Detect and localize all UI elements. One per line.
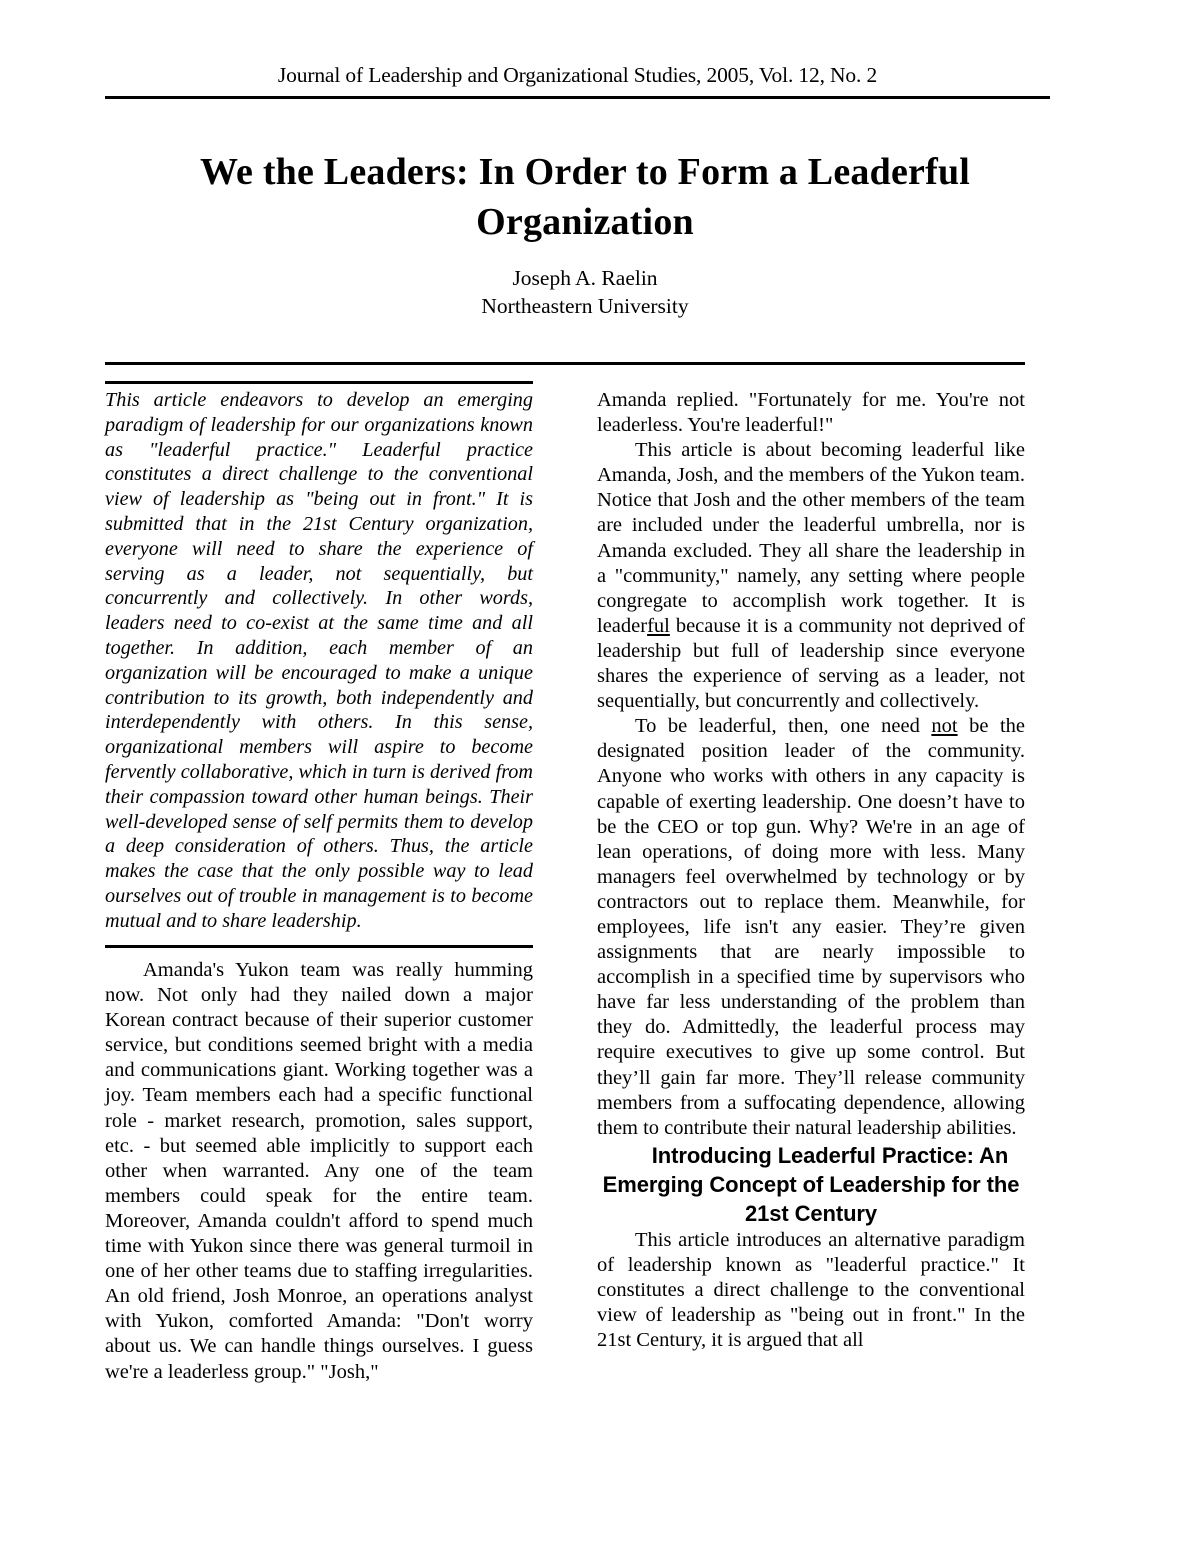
author-affiliation: Northeastern University xyxy=(481,294,689,318)
full-width-rule xyxy=(105,362,1025,365)
abstract-bottom-rule xyxy=(105,945,533,948)
paragraph-text-post: because it is a community not deprived of leadership but full of leadership since everyone shares the experience of serving as a leader, not sequentially, but concurrently and collectively. xyxy=(597,614,1025,713)
paragraph-text-pre: This article is about becoming leaderful like Amanda, Josh, and the members of the Yukon team. Notice that Josh and the other members of the team are included under the leaderful umbrella, nor is Amanda excluded. They all share the leadership in a "community," namely, any setting where people congregate to accomplish work together. It is leader xyxy=(597,439,1025,637)
right-column-body xyxy=(597,388,1025,1353)
byline xyxy=(120,264,1050,320)
running-head: Journal of Leadership and Organizational Studies, 2005, Vol. 12, No. 2 xyxy=(277,63,878,87)
emphasis-underline: ful xyxy=(647,614,670,637)
paragraph xyxy=(597,714,1025,1141)
paragraph-continuation: Amanda replied. "Fortunately for me. You're not leaderless. You're leaderful!" xyxy=(597,389,1025,437)
paragraph xyxy=(597,438,1025,714)
emphasis-underline: not xyxy=(931,715,958,738)
paragraph-text-post: be the designated position leader of the community. Anyone who works with others in any capacity is capable of exerting leadership. One doesn’t have to be the CEO or top gun. Why? We're in an age of lean operations, of doing more with less. Many managers feel overwhelmed by technology or by contractors out to replace them. Meanwhile, for employees, life isn't any easier. They’re given assignments that are nearly impossible to accomplish in a specified time by supervisors who have far less understanding of the problem than they do. Admittedly, the leaderful process may require executives to give up some control. But they’ll gain far more. They’ll release community members from a suffocating dependence, allowing them to contribute their natural leadership abilities. xyxy=(597,715,1025,1139)
header-rule xyxy=(105,96,1050,99)
paragraph: This article introduces an alternative paradigm of leadership known as "leaderful practice." It constitutes a direct challenge to the conventional view of leadership as "being out in front." In the 21st Century, it is argued that all xyxy=(597,1228,1025,1352)
abstract-text: This article endeavors to develop an emerging paradigm of leadership for our organizations known as "leaderful practice." Leaderful practice constitutes a direct challenge to the conventional view of leadership as "being out in front." It is submitted that in the 21st Century organization, everyone will need to share the experience of serving as a leader, not sequentially, but concurrently and collectively. In other words, leaders need to co-exist at the same time and all together. In addition, each member of an organization will be encouraged to make a unique contribution to its growth, both independently and interdependently with others. In this sense, organizational members will aspire to become fervently collaborative, which in turn is derived from their compassion toward other human beings. Their well-developed sense of self permits them to develop a deep consideration of others. Thus, the article makes the case that the only possible way to lead ourselves out of trouble in management is to become mutual and to share leadership. xyxy=(105,389,533,932)
abstract-top-rule xyxy=(105,381,533,384)
paragraph-text-pre: To be leaderful, then, one need xyxy=(635,715,932,738)
left-column-body xyxy=(105,958,533,1385)
abstract-block xyxy=(105,388,533,934)
section-heading: Introducing Leaderful Practice: An Emerging Concept of Leadership for the 21st Century xyxy=(602,1142,1020,1226)
paragraph: Amanda's Yukon team was really humming now. Not only had they nailed down a major Korean contract because of their superior customer service, but conditions seemed bright with a media and communications giant. Working together was a joy. Team members each had a specific functional role - market research, promotion, sales support, etc. - but seemed able implicitly to support each other when warranted. Any one of the team members could speak for the entire team. Moreover, Amanda couldn't afford to spend much time with Yukon since there was general turmoil in one of her other teams due to staffing irregularities. An old friend, Josh Monroe, an operations analyst with Yukon, comforted Amanda: "Don't worry about us. We can handle things ourselves. I guess we're a leaderless group." "Josh," xyxy=(105,959,533,1383)
author-name: Joseph A. Raelin xyxy=(512,266,658,290)
page-title: We the Leaders: In Order to Form a Leaderful Organization xyxy=(199,151,971,244)
